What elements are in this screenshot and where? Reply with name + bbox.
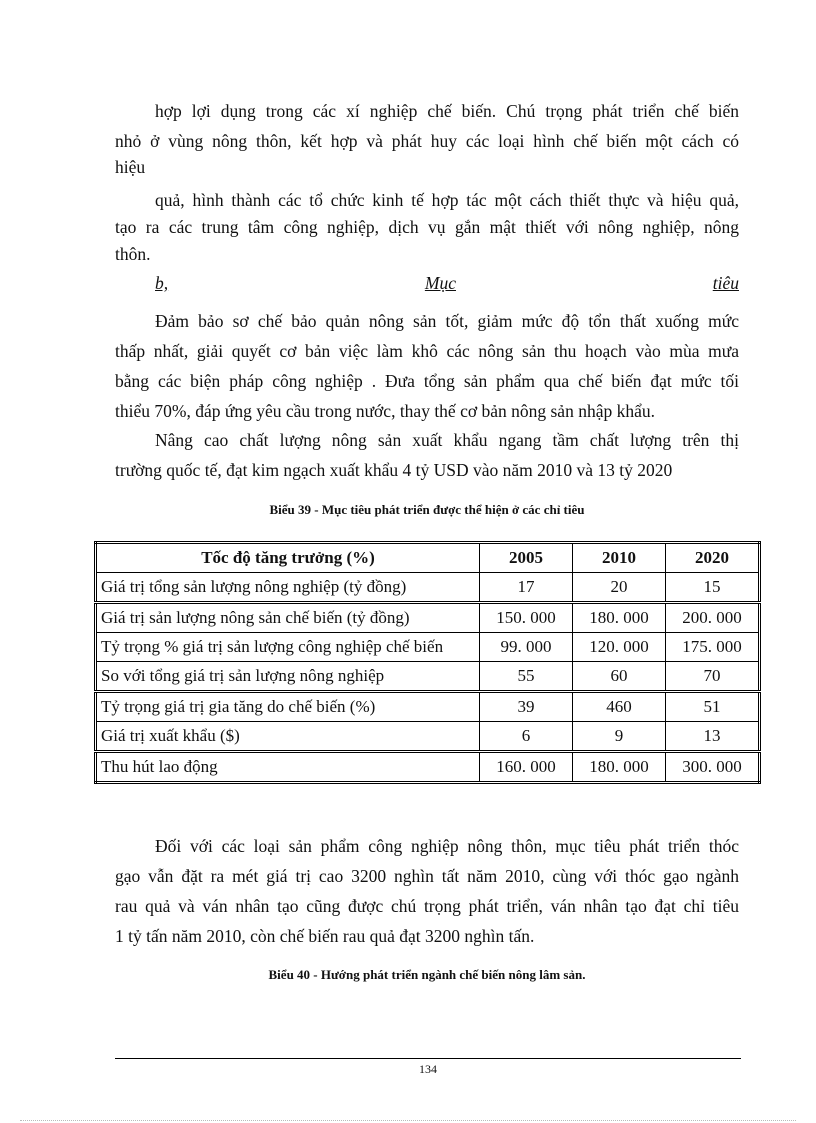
row-label: Giá trị xuất khẩu ($)	[96, 722, 480, 752]
cell-2005: 17	[480, 573, 573, 603]
table-row	[96, 633, 760, 662]
paragraph-line: rau quả và ván nhân tạo cũng được chú trọng phát triển, ván nhân tạo đạt chỉ tiêu	[115, 896, 739, 916]
row-label: Giá trị sản lượng nông sản chế biến (tỷ đồng)	[96, 603, 480, 633]
cell-2010: 9	[573, 722, 666, 752]
cell-2005: 160. 000	[480, 752, 573, 783]
page-edge-divider	[20, 1120, 796, 1121]
cell-2010: 60	[573, 662, 666, 692]
row-label: Tỷ trọng giá trị gia tăng do chế biến (%)	[96, 692, 480, 722]
cell-2005: 39	[480, 692, 573, 722]
paragraph-4	[115, 425, 739, 485]
paragraph-line: nhỏ ở vùng nông thôn, kết hợp và phát huy các loại hình chế biến một cách có	[115, 131, 739, 151]
cell-2005: 6	[480, 722, 573, 752]
header-2010: 2010	[573, 543, 666, 573]
cell-2020: 13	[666, 722, 760, 752]
heading-part: Mục	[424, 273, 456, 293]
paragraph-line: Nâng cao chất lượng nông sản xuất khẩu ngang tầm chất lượng trên thị	[155, 430, 739, 450]
table-row	[96, 752, 760, 783]
paragraph-line: thấp nhất, giải quyết cơ bản việc làm khô các nông sản thu hoạch vào mùa mưa	[115, 341, 739, 361]
table-row	[96, 603, 760, 633]
paragraph-line: Đảm bảo sơ chế bảo quản nông sản tốt, giảm mức độ tổn thất xuống mức	[155, 311, 739, 331]
table-header-row	[96, 543, 760, 573]
table-row	[96, 573, 760, 603]
paragraph-line: thiểu 70%, đáp ứng yêu cầu trong nước, thay thế cơ bản nông sản nhập khẩu.	[115, 401, 655, 421]
cell-2010: 120. 000	[573, 633, 666, 662]
cell-2020: 200. 000	[666, 603, 760, 633]
header-2005: 2005	[480, 543, 573, 573]
cell-2010: 180. 000	[573, 752, 666, 783]
paragraph-line: Đối với các loại sản phẩm công nghiệp nông thôn, mục tiêu phát triển thóc	[155, 836, 739, 856]
paragraph-line: hiệu	[115, 157, 146, 177]
row-label: Tỷ trọng % giá trị sản lượng công nghiệp chế biến	[96, 633, 480, 662]
paragraph-3	[115, 306, 739, 426]
row-label: Giá trị tổng sản lượng nông nghiệp (tỷ đồng)	[96, 573, 480, 603]
paragraph-line: bằng các biện pháp công nghiệp . Đưa tổng sản phẩm qua chế biến đạt mức tối	[115, 371, 739, 391]
paragraph-2	[115, 187, 739, 268]
table-caption-39: Biểu 39 - Mục tiêu phát triển được thể hiện ở các chỉ tiêu	[269, 502, 585, 517]
cell-2005: 150. 000	[480, 603, 573, 633]
cell-2020: 15	[666, 573, 760, 603]
cell-2020: 51	[666, 692, 760, 722]
cell-2020: 70	[666, 662, 760, 692]
paragraph-line: quả, hình thành các tổ chức kinh tế hợp tác một cách thiết thực và hiệu quả,	[155, 190, 739, 210]
footer-divider	[115, 1058, 741, 1059]
row-label: Thu hút lao động	[96, 752, 480, 783]
paragraph-line: thôn.	[115, 244, 151, 264]
paragraph-5	[115, 831, 739, 951]
table-row	[96, 662, 760, 692]
cell-2010: 20	[573, 573, 666, 603]
paragraph-line: hợp lợi dụng trong các xí nghiệp chế biến. Chú trọng phát triển chế biến	[155, 101, 739, 121]
cell-2005: 99. 000	[480, 633, 573, 662]
header-label: Tốc độ tăng trưởng (%)	[96, 543, 480, 573]
row-label: So với tổng giá trị sản lượng nông nghiệp	[96, 662, 480, 692]
cell-2020: 175. 000	[666, 633, 760, 662]
page-number: 134	[419, 1062, 437, 1076]
paragraph-line: 1 tỷ tấn năm 2010, còn chế biến rau quả đạt 3200 nghìn tấn.	[115, 926, 535, 946]
paragraph-line: tạo ra các trung tâm công nghiệp, dịch vụ gắn mật thiết với nông nghiệp, nông	[115, 217, 739, 237]
section-heading-b	[155, 273, 739, 294]
table-row	[96, 722, 760, 752]
cell-2005: 55	[480, 662, 573, 692]
heading-part: tiêu	[712, 273, 739, 293]
targets-table	[94, 541, 761, 784]
heading-part: b,	[155, 273, 169, 293]
paragraph-1	[115, 96, 739, 178]
paragraph-line: trường quốc tế, đạt kim ngạch xuất khẩu 4 tỷ USD vào năm 2010 và 13 tỷ 2020	[115, 460, 673, 480]
table-caption-40: Biểu 40 - Hướng phát triển ngành chế biến nông lâm sản.	[268, 967, 586, 982]
paragraph-line: gạo vẫn đặt ra mét giá trị cao 3200 nghìn tất năm 2010, cùng với thóc gạo ngành	[115, 866, 739, 886]
cell-2010: 460	[573, 692, 666, 722]
cell-2010: 180. 000	[573, 603, 666, 633]
cell-2020: 300. 000	[666, 752, 760, 783]
table-row	[96, 692, 760, 722]
header-2020: 2020	[666, 543, 760, 573]
